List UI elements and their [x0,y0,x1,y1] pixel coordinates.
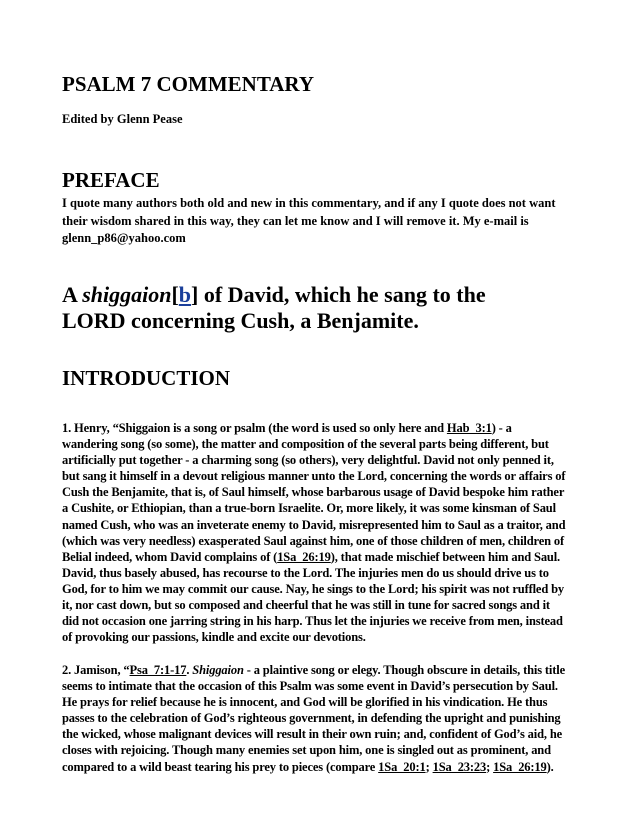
heading-prefix: A [62,282,83,307]
paragraph-line: God, for to him we may commit our cause. Nay, he sings to the Lord; his spirit was not ruffled by [62,581,565,596]
italic-term: Shiggaion [192,663,244,677]
contact-email: glenn_p86@yahoo.com [62,231,186,245]
paragraph-line: seems to intimate that the occasion of this Psalm was some event in David’s persecution by Saul. [62,679,558,694]
paragraph-line: Cush the Benjamite, that is, of Saul himself, whose barbarous usage of David bespoke him rather [62,485,565,500]
line-text: ), that made mischief between him and Saul. [330,549,561,564]
heading-italic-word: shiggaion [82,282,172,307]
paragraph-line: but sang it himself in a devout religious manner unto the Lord, concerning the words or affairs of [62,469,566,484]
introduction-heading: INTRODUCTION [62,366,231,390]
paragraph-line [62,420,570,436]
scripture-reference-link[interactable]: Psa_7:1-17 [129,663,187,677]
commentary-paragraph-henry [62,420,570,645]
line-text: 2. Jamison, “ [62,663,130,677]
heading-bracket-open: [ [171,282,179,307]
preface-heading: PREFACE [62,168,160,192]
line-text: . [186,663,193,677]
paragraph-line: passes to the celebration of God’s righteous government, in defending the upright and punishing [62,711,561,726]
heading-bracket-close: ] [191,282,199,307]
scripture-reference-link[interactable]: 1Sa_26:19 [277,549,331,564]
paragraph-line: wandering song (so some), the matter and composition of the several parts being different, but [62,437,549,452]
psalm-heading [62,282,552,334]
scripture-reference-link[interactable]: Hab_3:1 [446,421,492,435]
scripture-reference-link[interactable]: 1Sa_23:23 [432,759,487,774]
paragraph-line: David, thus basely abused, has recourse to the Lord. The injuries men do us should drive us to [62,565,549,580]
paragraph-line: named Cush, who was an inveterate enemy to David, misrepresented him to Saul as a traitor, and [62,517,566,532]
paragraph-line [62,662,570,678]
scripture-reference-link[interactable]: 1Sa_20:1 [378,759,426,774]
heading-rest: of David, which he sang to the LORD concerning Cush, a Benjamite. [62,282,486,333]
line-text: 1. Henry, “Shiggaion is a song or psalm (the word is used so only here and [62,421,447,435]
line-text: ; [486,759,494,774]
paragraph-line: He prays for relief because he is innocent, and God will be glorified in his vindication. He thus [62,695,548,710]
line-text: ; [425,759,433,774]
line-text: - a plaintive song or elegy. Though obscure in details, this title [243,663,565,677]
footnote-link[interactable]: b [178,282,192,307]
paragraph-line [62,759,570,775]
document-title: PSALM 7 COMMENTARY [62,72,315,96]
line-text: ) - a [491,421,512,435]
paragraph-line: artificially put together - a charming song (so others), very delightful. David not only penned it, [62,453,554,468]
preface-text: I quote many authors both old and new in this commentary, and if any I quote does not want their wisdom shared in this way, they can let me know and I will remove it. My e-mail is [62,196,556,228]
paragraph-line: a Cushite, or Ethiopian, than a true-born Israelite. Or, more likely, it was some kinsman of Saul [62,501,556,516]
paragraph-line: closes with rejoicing. Though many enemies set upon him, one is singled out as prominent, and [62,743,551,758]
commentary-paragraph-jamison [62,662,570,775]
editor-credit: Edited by Glenn Pease [62,112,183,126]
paragraph-line: did not occasion one jarring string in his harp. Thus let the injuries we receive from men, instead [62,614,563,629]
line-text: compared to a wild beast tearing his prey to pieces (compare [62,759,379,774]
scripture-reference-link[interactable]: 1Sa_26:19 [493,759,547,774]
paragraph-line: it, nor cast down, but so composed and cheerful that he was still in tune for sacred songs and it [62,598,550,613]
line-text: Belial indeed, whom David complains of ( [62,549,278,564]
paragraph-line [62,549,570,565]
paragraph-line: (which was very needless) exasperated Saul against him, one of those children of men, children of [62,533,564,548]
line-text: ). [546,759,554,774]
paragraph-line: the wicked, whose malignant devices will result in their own ruin; and, confident of God’s aid, he [62,727,563,742]
paragraph-line: of provoking our passions, kindle and excite our devotions. [62,630,366,645]
